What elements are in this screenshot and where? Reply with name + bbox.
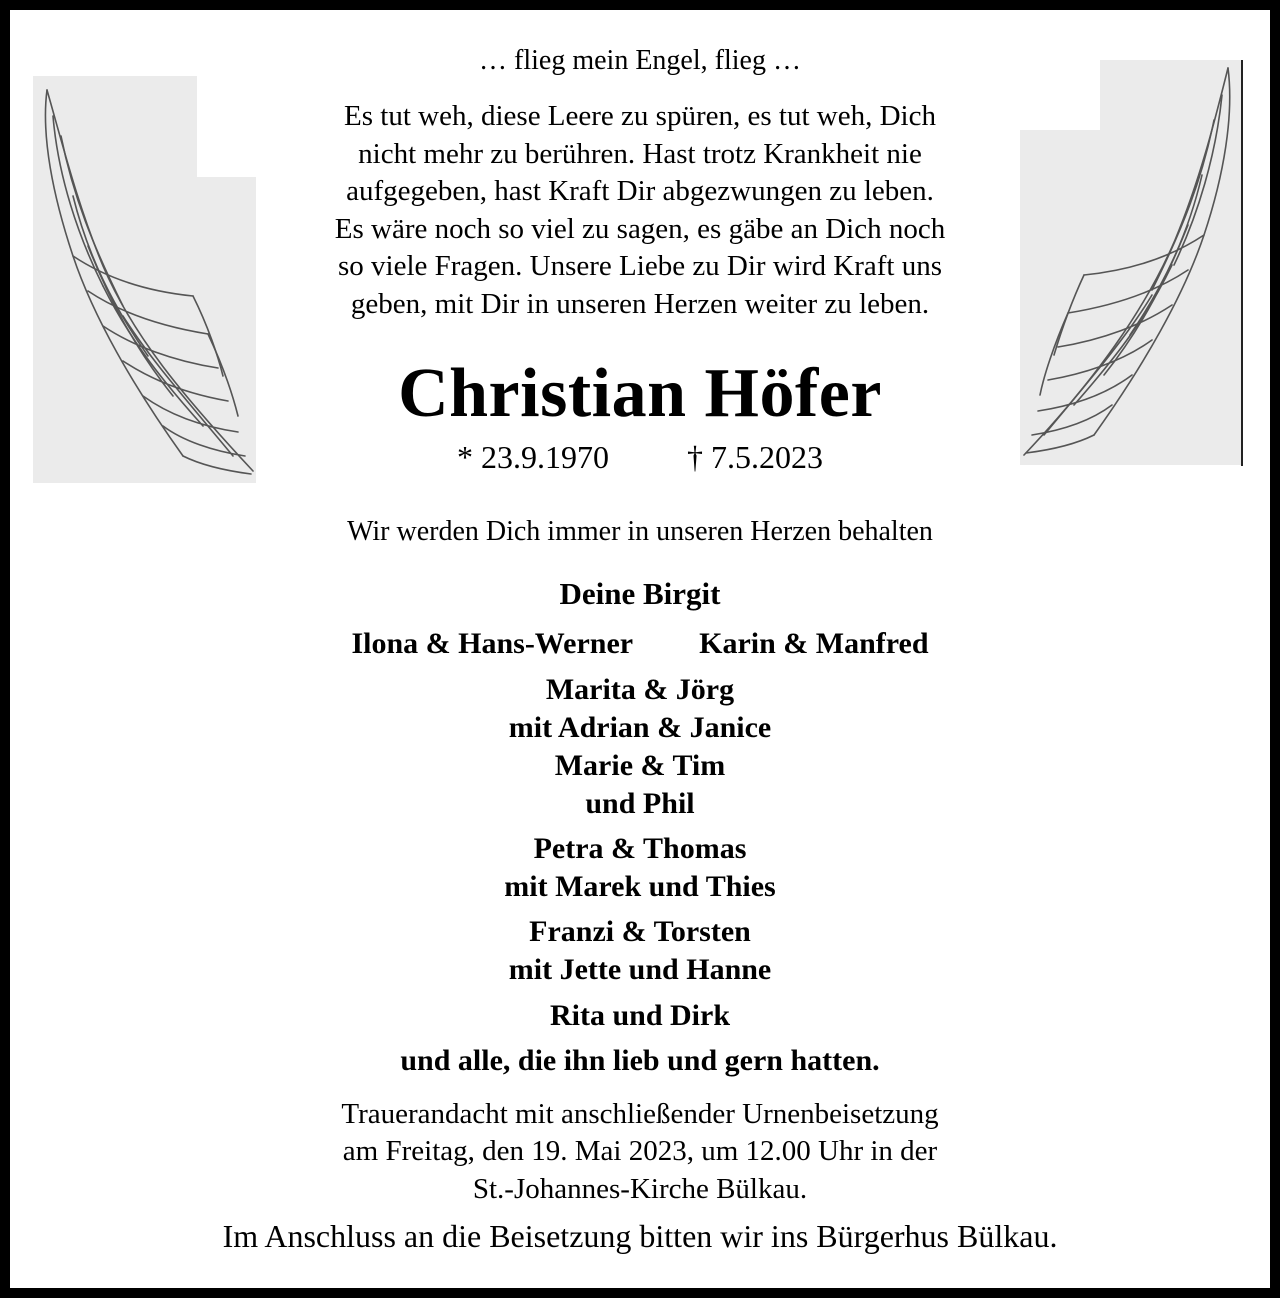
closing-text: und alle, die ihn lieb und gern hatten. <box>400 1044 880 1077</box>
poem-line: so viele Fragen. Unsere Liebe zu Dir wird Kraft uns <box>338 250 942 283</box>
mourner-name: mit Marek und Thies <box>504 870 776 903</box>
mourner-group <box>0 997 1280 1035</box>
reception-text: Im Anschluss an die Beisetzung bitten wir ins Bürgerhus Bülkau. <box>222 1218 1058 1254</box>
mourner-first <box>0 575 1280 613</box>
mourner-name: mit Adrian & Janice <box>508 711 772 744</box>
motto <box>0 44 1280 78</box>
mourner-name: Karin & Manfred <box>699 627 929 660</box>
mourner-name: Marie & Tim <box>554 749 726 782</box>
death-date: † 7.5.2023 <box>687 439 823 475</box>
poem-line: geben, mit Dir in unseren Herzen weiter zu leben. <box>350 287 930 320</box>
reception-info <box>0 1216 1280 1256</box>
poem-line: aufgegeben, hast Kraft Dir abgezwungen zu leben. <box>346 175 934 208</box>
remembrance-text: Wir werden Dich immer in unseren Herzen behalten <box>347 516 933 547</box>
remembrance-line <box>0 514 1280 550</box>
poem-line: Es wäre noch so viel zu sagen, es gäbe an Dich noch <box>334 212 946 245</box>
mourner-closing <box>0 1042 1280 1080</box>
mourner-group <box>0 913 1280 989</box>
mourner-name: Franzi & Torsten <box>529 915 751 948</box>
mourner-group <box>0 830 1280 906</box>
birth-date: * 23.9.1970 <box>457 439 609 475</box>
service-line: am Freitag, den 19. Mai 2023, um 12.00 Uhr in der <box>342 1135 938 1168</box>
mourner-name: Petra & Thomas <box>533 832 747 865</box>
poem <box>0 98 1280 324</box>
mourner-pair-row <box>0 625 1280 663</box>
deceased-name <box>0 352 1280 436</box>
poem-line: nicht mehr zu berühren. Hast trotz Krankheit nie <box>358 137 922 170</box>
service-line: St.-Johannes-Kirche Bülkau. <box>472 1172 808 1205</box>
life-dates <box>0 437 1280 477</box>
mourner-name: mit Jette und Hanne <box>508 953 772 986</box>
mourner-name: und Phil <box>585 787 695 820</box>
motto-text: … flieg mein Engel, flieg … <box>479 45 801 76</box>
deceased-name-text: Christian Höfer <box>398 355 882 432</box>
mourner-name: Rita und Dirk <box>549 999 731 1032</box>
mourner-group <box>0 671 1280 823</box>
mourner-name: Ilona & Hans-Werner <box>351 627 634 660</box>
mourner-name: Marita & Jörg <box>545 673 735 706</box>
poem-line: Es tut weh, diese Leere zu spüren, es tut weh, Dich <box>344 100 936 132</box>
service-line: Trauerandacht mit anschließender Urnenbeisetzung <box>341 1098 939 1130</box>
mourner-name: Deine Birgit <box>559 576 721 611</box>
service-info <box>0 1096 1280 1208</box>
